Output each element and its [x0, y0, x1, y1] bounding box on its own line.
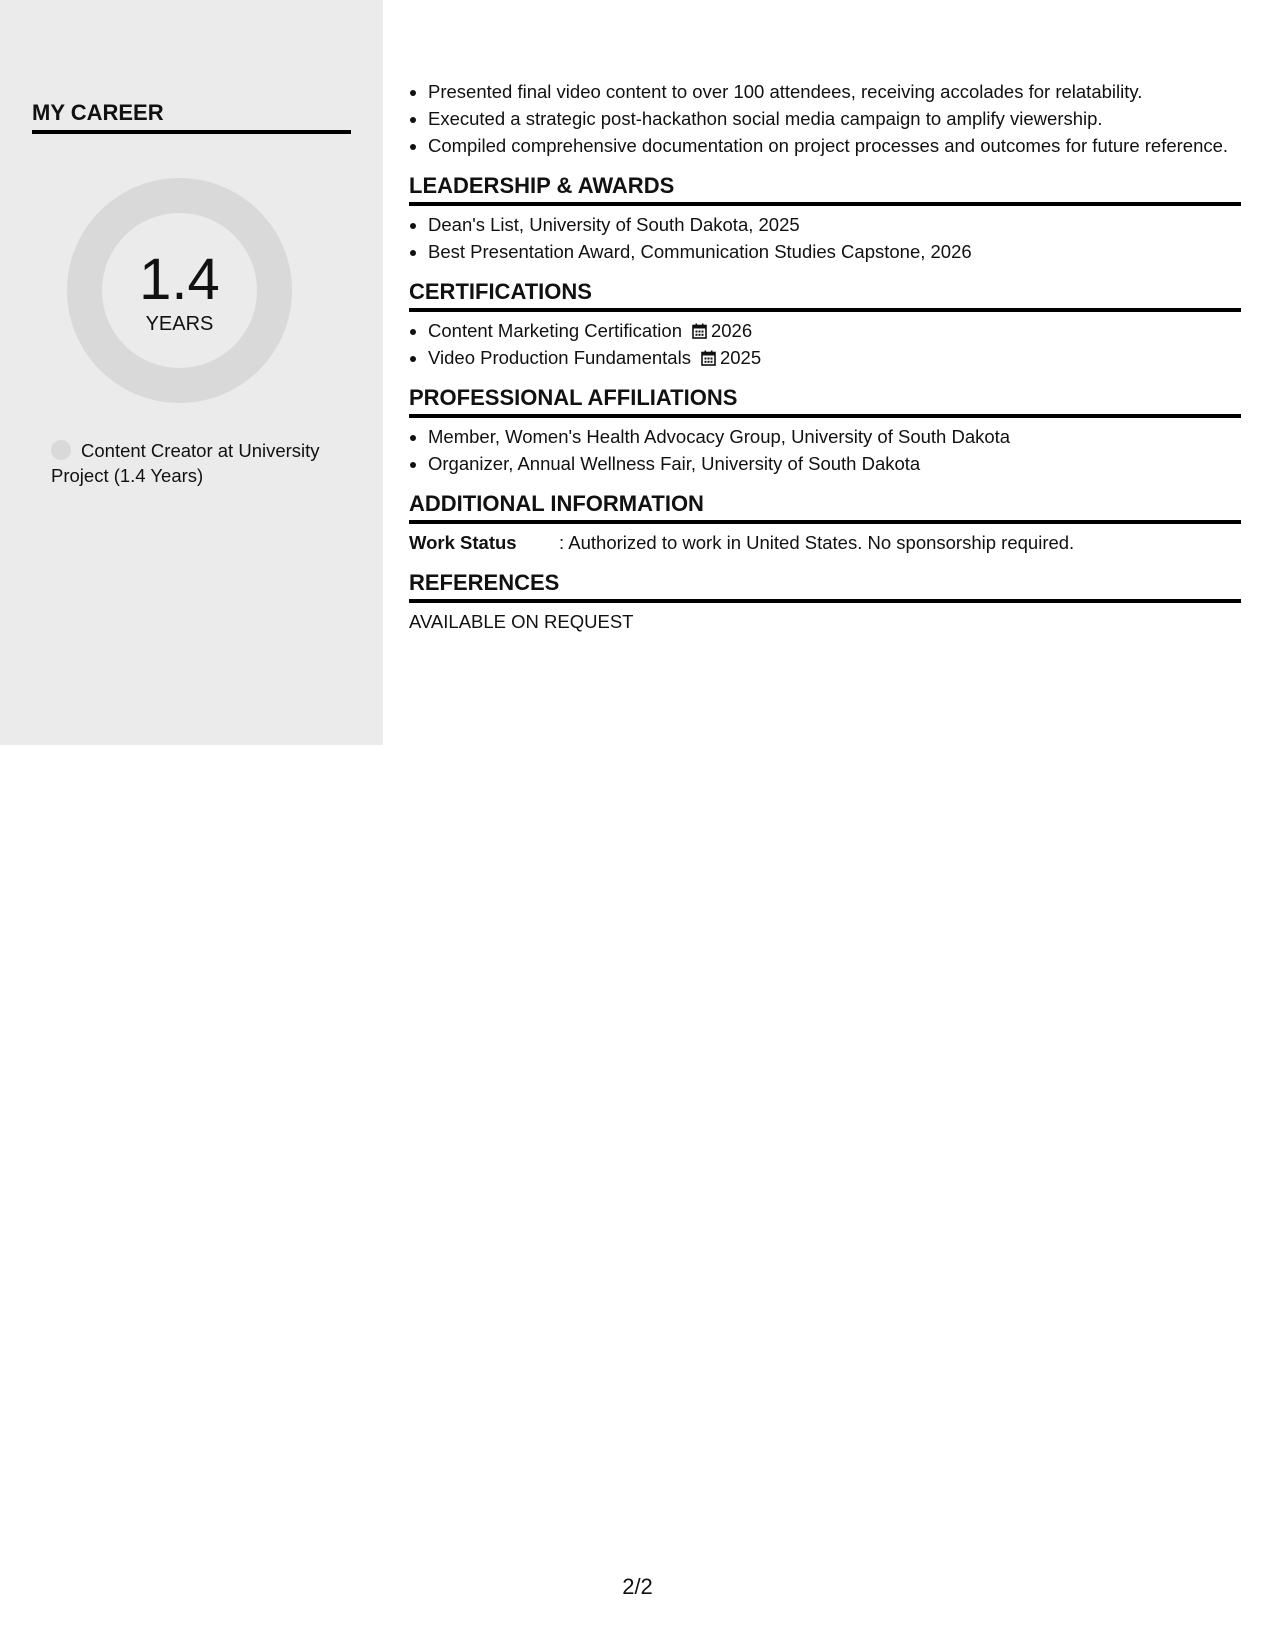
- career-years-unit: YEARS: [145, 313, 214, 335]
- list-item: • Member, Women's Health Advocacy Group, University of South Dakota: [428, 425, 1241, 449]
- leadership-section: [409, 173, 1241, 264]
- certification-year: 2026: [710, 320, 753, 341]
- sidebar: [0, 0, 383, 745]
- list-item: [428, 346, 1241, 370]
- certifications-list: [409, 319, 1241, 370]
- section-title: PROFESSIONAL AFFILIATIONS: [409, 385, 1241, 418]
- list-item: [428, 319, 1241, 343]
- certification-name: Video Production Fundamentals: [428, 347, 691, 368]
- page-number: 2/2: [622, 1574, 653, 1599]
- list-item: • Organizer, Annual Wellness Fair, University of South Dakota: [428, 452, 1241, 476]
- section-title: CERTIFICATIONS: [409, 279, 1241, 312]
- legend-dot-icon: [51, 440, 71, 460]
- certifications-section: [409, 279, 1241, 370]
- section-title: LEADERSHIP & AWARDS: [409, 173, 1241, 206]
- ring-center: [102, 213, 257, 368]
- career-years-value: 1.4: [139, 247, 220, 312]
- references-text: AVAILABLE ON REQUEST: [409, 611, 634, 632]
- certification-year: 2025: [719, 347, 762, 368]
- list-item: • Dean's List, University of South Dakota, 2025: [428, 213, 1241, 237]
- career-years-ring: [67, 178, 292, 403]
- experience-bullets: [409, 80, 1241, 158]
- affiliations-list: [409, 425, 1241, 476]
- additional-info-section: [409, 491, 1241, 555]
- section-title: ADDITIONAL INFORMATION: [409, 491, 1241, 524]
- section-title: REFERENCES: [409, 570, 1241, 603]
- work-status-label: Work Status: [409, 532, 517, 553]
- certification-name: Content Marketing Certification: [428, 320, 682, 341]
- list-item: • Presented final video content to over 100 attendees, receiving accolades for relatability.: [428, 80, 1241, 104]
- career-legend-label: Content Creator at University Project (1.4 Years): [51, 440, 320, 486]
- work-status-value: : Authorized to work in United States. No sponsorship required.: [559, 532, 1075, 553]
- career-legend: [51, 438, 351, 488]
- affiliations-section: [409, 385, 1241, 476]
- list-item: • Executed a strategic post-hackathon social media campaign to amplify viewership.: [428, 107, 1241, 131]
- list-item: • Compiled comprehensive documentation on project processes and outcomes for future reference.: [428, 134, 1241, 158]
- work-status-row: [409, 531, 1241, 555]
- references-section: [409, 570, 1241, 634]
- leadership-list: [409, 213, 1241, 264]
- calendar-icon: [692, 323, 707, 339]
- career-heading: MY CAREER: [32, 100, 351, 134]
- main-content: [409, 80, 1241, 634]
- list-item: • Best Presentation Award, Communication Studies Capstone, 2026: [428, 240, 1241, 264]
- calendar-icon: [701, 350, 716, 366]
